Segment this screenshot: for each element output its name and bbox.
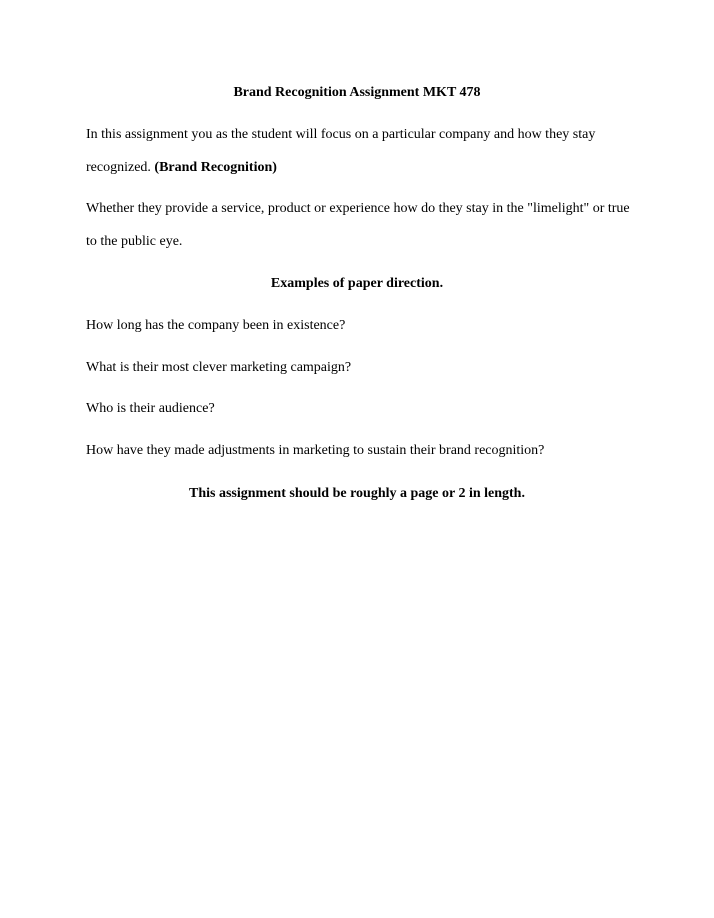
closing-note: This assignment should be roughly a page or 2 in length. — [189, 486, 525, 501]
intro-line-2-bold: (Brand Recognition) — [154, 160, 277, 175]
question-item: What is their most clever marketing campaign? — [86, 360, 352, 375]
question-item: How have they made adjustments in marketing to sustain their brand recognition? — [86, 443, 545, 458]
intro-line-2-text: recognized. — [86, 160, 151, 175]
question-item: Who is their audience? — [86, 401, 215, 416]
intro-line-1: In this assignment you as the student will focus on a particular company and how they stay — [86, 127, 596, 142]
whether-line-2: to the public eye. — [86, 234, 183, 249]
examples-heading: Examples of paper direction. — [270, 276, 444, 291]
question-item: How long has the company been in existence? — [86, 318, 346, 333]
intro-line-2 — [86, 159, 646, 177]
document-title: Brand Recognition Assignment MKT 478 — [233, 85, 481, 100]
whether-line-1: Whether they provide a service, product or experience how do they stay in the "limelight" or true — [86, 201, 630, 216]
